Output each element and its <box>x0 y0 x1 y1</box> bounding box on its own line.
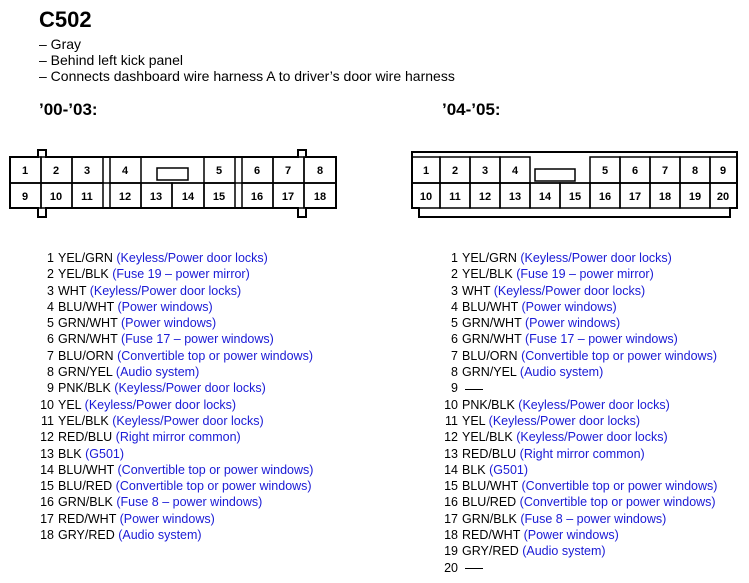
pin-row <box>440 462 717 478</box>
pin-row <box>440 478 717 494</box>
pin-number: 17 <box>444 511 458 526</box>
pin-label: 4 <box>121 165 129 177</box>
wire-color: WHT <box>58 283 87 298</box>
circuit-description: (Convertible top or power windows) <box>521 348 717 363</box>
pin-label: 4 <box>511 165 519 177</box>
pin-label: 11 <box>449 191 461 203</box>
pin-label: 10 <box>419 191 433 203</box>
circuit-description: (Audio system) <box>115 365 200 380</box>
wire-color: RED/WHT <box>58 511 117 526</box>
pin-row <box>440 511 717 527</box>
pin-label: 1 <box>422 165 430 177</box>
wire-color: GRN/BLK <box>58 495 113 510</box>
pin-label: 13 <box>508 191 522 203</box>
note-color: – Gray <box>39 36 82 52</box>
pin-label: 7 <box>661 165 669 177</box>
pin-row <box>36 364 313 380</box>
era-label-00-03: ’00-’03: <box>39 100 98 119</box>
pin-row <box>36 250 313 266</box>
wire-color: YEL/BLK <box>462 267 513 282</box>
wire-color: RED/BLU <box>58 430 113 445</box>
wire-color: BLU/RED <box>58 479 113 494</box>
pin-label: 16 <box>598 191 612 203</box>
wire-color: GRN/WHT <box>58 332 118 347</box>
pin-row <box>440 266 717 282</box>
wire-color: BLU/WHT <box>58 462 115 477</box>
pin-list-04-05 <box>440 250 717 576</box>
circuit-description: (Keyless/Power door locks) <box>488 413 641 428</box>
connector-face-04-05 <box>400 140 745 225</box>
circuit-description: (Keyless/Power door locks) <box>518 397 670 412</box>
unused-pin-dash <box>465 389 483 390</box>
pin-number: 10 <box>40 397 54 412</box>
pin-label: 17 <box>281 191 295 203</box>
wire-color: BLU/RED <box>462 495 517 510</box>
wire-color: GRN/YEL <box>58 365 113 380</box>
pin-number: 5 <box>47 316 54 331</box>
pin-row <box>440 429 717 445</box>
pin-number: 7 <box>47 348 54 363</box>
wire-color: YEL/GRN <box>58 251 113 265</box>
pin-number: 6 <box>451 332 458 347</box>
pin-row <box>440 413 717 429</box>
circuit-description: (Keyless/Power door locks) <box>114 381 266 396</box>
circuit-description: (Right mirror common) <box>115 430 241 445</box>
circuit-description: (Keyless/Power door locks) <box>84 397 237 412</box>
circuit-description: (Audio system) <box>522 544 606 559</box>
pin-label: 9 <box>719 165 727 177</box>
pin-row <box>440 315 717 331</box>
pin-label: 2 <box>52 165 60 177</box>
pin-row <box>36 299 313 315</box>
locking-tab <box>535 169 575 181</box>
pin-number: 2 <box>451 267 458 282</box>
circuit-description: (Convertible top or power windows) <box>117 348 313 363</box>
pin-label: 19 <box>688 191 702 203</box>
wire-color: BLU/ORN <box>462 348 518 363</box>
wire-color: BLU/WHT <box>462 479 519 494</box>
pin-number: 1 <box>47 251 54 265</box>
pin-label: 10 <box>49 191 63 203</box>
pin-number: 12 <box>40 430 54 445</box>
circuit-description: (Fuse 17 – power windows) <box>120 332 274 347</box>
pin-row <box>36 283 313 299</box>
wire-color: GRN/WHT <box>462 332 522 347</box>
note-location: – Behind left kick panel <box>39 52 183 68</box>
pin-number: 14 <box>40 462 54 477</box>
pin-label: 3 <box>481 165 489 177</box>
circuit-description: (Fuse 19 – power mirror) <box>516 267 654 282</box>
pin-number: 18 <box>40 528 54 543</box>
pin-row <box>440 494 717 510</box>
circuit-description: (Convertible top or power windows) <box>519 495 716 510</box>
pin-row <box>440 446 717 462</box>
pin-number: 4 <box>451 299 458 314</box>
pin-label: 9 <box>21 191 29 203</box>
pin-row <box>36 380 313 396</box>
circuit-description: (Fuse 17 – power windows) <box>524 332 678 347</box>
pin-number: 16 <box>40 495 54 510</box>
circuit-description: (Audio system) <box>118 528 202 543</box>
circuit-description: (Power windows) <box>119 511 215 526</box>
circuit-description: (Keyless/Power door locks) <box>516 430 668 445</box>
pin-number: 9 <box>451 381 458 396</box>
pin-label: 17 <box>628 191 642 203</box>
pin-number: 1 <box>451 251 458 265</box>
pin-row <box>440 543 717 559</box>
wire-color: GRN/YEL <box>462 365 517 380</box>
circuit-description: (Keyless/Power door locks) <box>89 283 242 298</box>
pin-label: 20 <box>716 191 730 203</box>
pin-row <box>440 283 717 299</box>
pin-label: 15 <box>568 191 582 203</box>
circuit-description: (Convertible top or power windows) <box>117 462 314 477</box>
pin-label: 1 <box>21 165 29 177</box>
pin-row <box>36 397 313 413</box>
pin-number: 9 <box>47 381 54 396</box>
wire-color: YEL/BLK <box>58 267 109 282</box>
pin-label: 15 <box>212 191 226 203</box>
pin-label: 2 <box>451 165 459 177</box>
wire-color: WHT <box>462 283 491 298</box>
circuit-description: (Keyless/Power door locks) <box>116 251 268 265</box>
pin-row <box>440 250 717 266</box>
pin-row <box>440 527 717 543</box>
circuit-description: (Convertible top or power windows) <box>115 479 312 494</box>
wire-color: YEL/GRN <box>462 251 517 265</box>
pin-label: 12 <box>118 191 132 203</box>
pin-row <box>36 494 313 510</box>
pin-row <box>440 364 717 380</box>
unused-pin-dash <box>465 568 483 569</box>
pin-row <box>440 397 717 413</box>
circuit-description: (Power windows) <box>120 316 217 331</box>
pin-number: 18 <box>444 528 458 543</box>
circuit-description: (G501) <box>489 462 529 477</box>
wire-color: RED/BLU <box>462 446 517 461</box>
wire-color: GRN/WHT <box>462 316 522 331</box>
pin-row <box>36 331 313 347</box>
circuit-description: (Convertible top or power windows) <box>521 479 718 494</box>
pin-list-00-03 <box>36 250 313 543</box>
era-label-04-05: ’04-’05: <box>442 100 501 119</box>
pin-number: 3 <box>47 283 54 298</box>
pin-number: 4 <box>47 299 54 314</box>
circuit-description: (Fuse 19 – power mirror) <box>112 267 250 282</box>
wire-color: PNK/BLK <box>58 381 111 396</box>
pin-row <box>440 560 717 576</box>
circuit-description: (Power windows) <box>521 299 617 314</box>
pin-number: 8 <box>47 365 54 380</box>
wire-color: GRN/BLK <box>462 511 517 526</box>
wire-color: PNK/BLK <box>462 397 515 412</box>
pin-label: 8 <box>316 165 324 177</box>
pin-label: 18 <box>658 191 672 203</box>
wire-color: YEL/BLK <box>58 413 109 428</box>
pin-label: 3 <box>83 165 91 177</box>
pin-label: 14 <box>181 191 195 203</box>
locking-tab <box>157 168 188 180</box>
pin-row <box>440 348 717 364</box>
pin-row <box>36 462 313 478</box>
pin-number: 3 <box>451 283 458 298</box>
wire-color: BLU/ORN <box>58 348 114 363</box>
pin-label: 8 <box>691 165 699 177</box>
pin-row <box>36 413 313 429</box>
pin-number: 19 <box>444 544 458 559</box>
wire-color: YEL <box>58 397 82 412</box>
pin-label: 14 <box>538 191 552 203</box>
wire-color: BLK <box>462 462 486 477</box>
connector-notes <box>39 36 455 84</box>
circuit-description: (Keyless/Power door locks) <box>112 413 264 428</box>
pin-row <box>440 380 717 396</box>
pin-row <box>36 478 313 494</box>
pin-row <box>36 511 313 527</box>
connector-face-00-03 <box>0 140 345 225</box>
circuit-description: (Keyless/Power door locks) <box>520 251 672 265</box>
pin-row <box>36 527 313 543</box>
pin-label: 6 <box>631 165 639 177</box>
wire-color: BLK <box>58 446 82 461</box>
pin-number: 13 <box>444 446 458 461</box>
wire-color: GRN/WHT <box>58 316 118 331</box>
pin-label: 16 <box>250 191 264 203</box>
pin-number: 15 <box>40 479 54 494</box>
circuit-description: (Fuse 8 – power windows) <box>116 495 263 510</box>
pin-number: 14 <box>444 462 458 477</box>
pin-number: 17 <box>40 511 54 526</box>
pin-label: 11 <box>81 191 93 203</box>
circuit-description: (G501) <box>85 446 125 461</box>
pin-row <box>36 266 313 282</box>
wire-color: YEL/BLK <box>462 430 513 445</box>
pin-label: 5 <box>601 165 609 177</box>
pin-number: 10 <box>444 397 458 412</box>
pin-number: 12 <box>444 430 458 445</box>
pin-number: 5 <box>451 316 458 331</box>
wire-color: GRY/RED <box>58 528 115 543</box>
circuit-description: (Power windows) <box>524 316 621 331</box>
pin-number: 7 <box>451 348 458 363</box>
pin-row <box>36 446 313 462</box>
pin-label: 5 <box>215 165 223 177</box>
wire-color: GRY/RED <box>462 544 519 559</box>
pin-label: 13 <box>149 191 163 203</box>
connector-title: C502 <box>39 7 92 32</box>
circuit-description: (Right mirror common) <box>519 446 645 461</box>
pin-row <box>36 429 313 445</box>
circuit-description: (Power windows) <box>117 299 213 314</box>
pin-number: 15 <box>444 479 458 494</box>
note-connection: – Connects dashboard wire harness A to driver’s door wire harness <box>39 68 455 84</box>
pin-label: 6 <box>253 165 261 177</box>
circuit-description: (Fuse 8 – power windows) <box>520 511 667 526</box>
pin-row <box>36 315 313 331</box>
wire-color: BLU/WHT <box>58 299 115 314</box>
wire-color: YEL <box>462 413 486 428</box>
pin-number: 2 <box>47 267 54 282</box>
circuit-description: (Audio system) <box>519 365 604 380</box>
pin-number: 6 <box>47 332 54 347</box>
pin-number: 20 <box>444 560 458 575</box>
circuit-description: (Keyless/Power door locks) <box>493 283 646 298</box>
pin-label: 18 <box>313 191 327 203</box>
wire-color: RED/WHT <box>462 528 521 543</box>
pin-number: 11 <box>445 413 458 428</box>
pin-row <box>440 331 717 347</box>
circuit-description: (Power windows) <box>523 528 619 543</box>
pin-number: 11 <box>41 413 54 428</box>
pin-number: 16 <box>444 495 458 510</box>
pin-number: 8 <box>451 365 458 380</box>
pin-label: 7 <box>284 165 292 177</box>
pin-row <box>36 348 313 364</box>
wire-color: BLU/WHT <box>462 299 519 314</box>
pin-label: 12 <box>478 191 492 203</box>
pin-row <box>440 299 717 315</box>
pin-number: 13 <box>40 446 54 461</box>
